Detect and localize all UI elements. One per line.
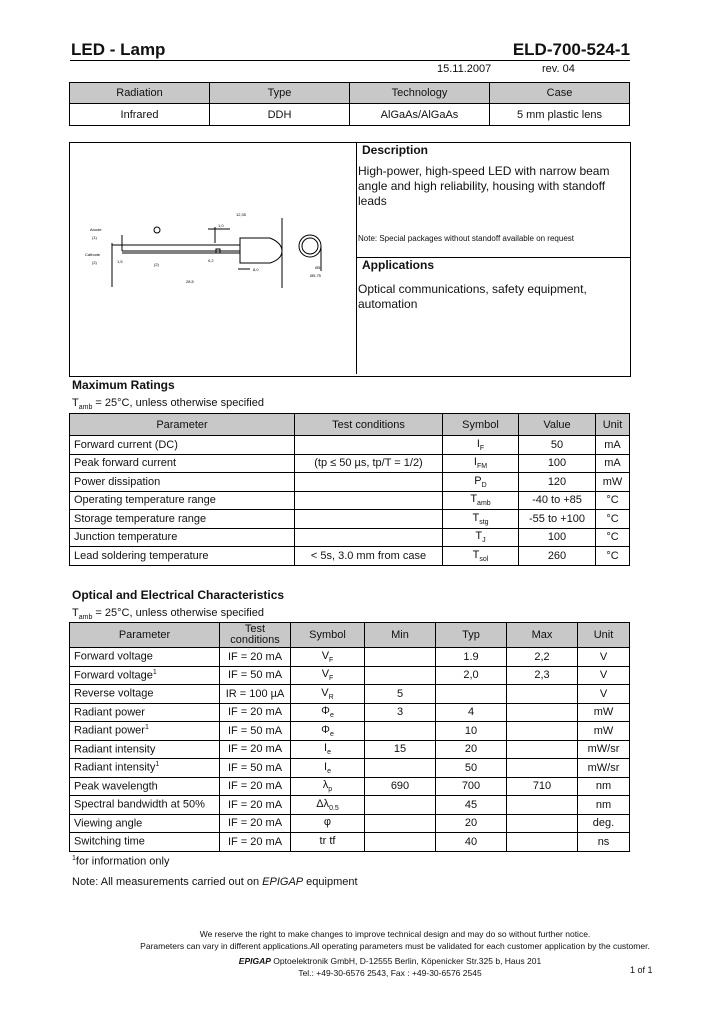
symbol-cell: $\lambda_p$ bbox=[291, 777, 365, 796]
svg-text:(1): (1) bbox=[92, 235, 97, 240]
typ-cell: 50 bbox=[436, 759, 507, 778]
characteristics-heading: Optical and Electrical Characteristics bbox=[72, 588, 285, 602]
parameter-cell: Forward current (DC) bbox=[70, 436, 295, 455]
summary-value: 5 mm plastic lens bbox=[490, 104, 630, 126]
table-row bbox=[70, 436, 630, 455]
unit-cell: mW/sr bbox=[578, 759, 630, 778]
description-note: Note: Special packages without standoff available on request bbox=[358, 234, 574, 243]
column-header: Symbol bbox=[443, 414, 519, 436]
typ-cell: 700 bbox=[436, 777, 507, 796]
svg-text:8,0: 8,0 bbox=[253, 267, 259, 272]
typ-cell: 4 bbox=[436, 703, 507, 722]
table-row bbox=[70, 473, 630, 492]
svg-text:Cathode: Cathode bbox=[85, 252, 101, 257]
parameter-cell: Radiant power bbox=[70, 703, 220, 722]
max-cell bbox=[507, 796, 578, 815]
footnote-info: $^1$for information only bbox=[72, 855, 170, 868]
column-header: Symbol bbox=[291, 623, 365, 648]
description-heading: Description bbox=[362, 143, 429, 157]
column-header: Test conditions bbox=[220, 623, 291, 648]
symbol-cell: $\Phi_e$ bbox=[291, 722, 365, 741]
package-drawing bbox=[70, 143, 357, 374]
symbol-cell: tr tf bbox=[291, 833, 365, 852]
table-row bbox=[70, 814, 630, 833]
symbol-cell: $T_{amb}$ bbox=[443, 491, 519, 510]
condition-cell: IF = 50 mA bbox=[220, 759, 291, 778]
column-header: Parameter bbox=[70, 623, 220, 648]
unit-cell: mW bbox=[578, 722, 630, 741]
min-cell: 15 bbox=[365, 740, 436, 759]
unit-cell: °C bbox=[596, 547, 630, 566]
condition-cell bbox=[295, 491, 443, 510]
symbol-cell: $\Phi_e$ bbox=[291, 703, 365, 722]
typ-cell: 2,0 bbox=[436, 666, 507, 685]
condition-cell: IF = 50 mA bbox=[220, 666, 291, 685]
table-row bbox=[70, 796, 630, 815]
symbol-cell: $V_R$ bbox=[291, 685, 365, 704]
column-header: Typ bbox=[436, 623, 507, 648]
table-row bbox=[70, 666, 630, 685]
parameter-cell: Peak forward current bbox=[70, 454, 295, 473]
value-cell: 100 bbox=[519, 454, 596, 473]
table-row bbox=[70, 547, 630, 566]
condition-cell: IR = 100 µA bbox=[220, 685, 291, 704]
company-contact: Tel.: +49-30-6576 2543, Fax : +49-30-6576 2545 bbox=[298, 968, 482, 978]
min-cell: 5 bbox=[365, 685, 436, 704]
condition-cell: IF = 20 mA bbox=[220, 648, 291, 667]
condition-cell: IF = 20 mA bbox=[220, 796, 291, 815]
column-header: Max bbox=[507, 623, 578, 648]
max-cell bbox=[507, 814, 578, 833]
max-cell: 2,3 bbox=[507, 666, 578, 685]
max-cell bbox=[507, 685, 578, 704]
svg-text:0,2: 0,2 bbox=[208, 258, 214, 263]
condition-cell: IF = 20 mA bbox=[220, 703, 291, 722]
parameter-cell: Junction temperature bbox=[70, 528, 295, 547]
unit-cell: deg. bbox=[578, 814, 630, 833]
table-row bbox=[70, 777, 630, 796]
condition-cell: IF = 20 mA bbox=[220, 833, 291, 852]
max-ratings-table bbox=[69, 413, 630, 566]
document-date: 15.11.2007 bbox=[437, 63, 492, 75]
min-cell bbox=[365, 796, 436, 815]
parameter-cell: Reverse voltage bbox=[70, 685, 220, 704]
parameter-cell: Power dissipation bbox=[70, 473, 295, 492]
symbol-cell: $T_{sol}$ bbox=[443, 547, 519, 566]
svg-text:1,0: 1,0 bbox=[218, 223, 224, 228]
summary-value: Infrared bbox=[70, 104, 210, 126]
parameter-cell: Viewing angle bbox=[70, 814, 220, 833]
max-cell bbox=[507, 703, 578, 722]
table-row bbox=[70, 685, 630, 704]
max-cell bbox=[507, 759, 578, 778]
part-number: ELD-700-524-1 bbox=[512, 40, 630, 59]
table-row bbox=[70, 454, 630, 473]
table-row bbox=[70, 722, 630, 741]
min-cell bbox=[365, 833, 436, 852]
typ-cell: 1.9 bbox=[436, 648, 507, 667]
unit-cell: mW bbox=[578, 703, 630, 722]
unit-cell: mA bbox=[596, 436, 630, 455]
company-address: EPIGAP Optoelektronik GmbH, D-12555 Berlin, Köpenicker Str.325 b, Haus 201 bbox=[238, 956, 542, 966]
max-cell bbox=[507, 722, 578, 741]
min-cell: 690 bbox=[365, 777, 436, 796]
symbol-cell: $P_D$ bbox=[443, 473, 519, 492]
summary-header: Technology bbox=[350, 83, 490, 104]
value-cell: -55 to +100 bbox=[519, 510, 596, 529]
parameter-cell: Radiant intensity bbox=[70, 740, 220, 759]
page-number: 1 of 1 bbox=[630, 965, 653, 975]
description-text: High-power, high-speed LED with narrow beam angle and high reliability, housing with standoff leads bbox=[358, 164, 610, 208]
column-header: Parameter bbox=[70, 414, 295, 436]
max-cell: 2,2 bbox=[507, 648, 578, 667]
condition-cell: IF = 20 mA bbox=[220, 740, 291, 759]
symbol-cell: $V_F$ bbox=[291, 666, 365, 685]
table-row bbox=[70, 833, 630, 852]
table-row bbox=[70, 528, 630, 547]
value-cell: 120 bbox=[519, 473, 596, 492]
measurement-note: Note: All measurements carried out on EPIGAP equipment bbox=[72, 876, 358, 888]
parameter-cell: Radiant power$^1$ bbox=[70, 722, 220, 741]
led-dimension-drawing-icon bbox=[70, 143, 356, 374]
condition-cell: (tp ≤ 50 µs, tp/T = 1/2) bbox=[295, 454, 443, 473]
condition-cell: IF = 50 mA bbox=[220, 722, 291, 741]
parameter-cell: Storage temperature range bbox=[70, 510, 295, 529]
unit-cell: V bbox=[578, 648, 630, 667]
symbol-cell: φ bbox=[291, 814, 365, 833]
max-ratings-heading: Maximum Ratings bbox=[72, 378, 175, 392]
condition-cell bbox=[295, 436, 443, 455]
symbol-cell: $V_F$ bbox=[291, 648, 365, 667]
legal-notice-2: Parameters can vary in different applications.All operating parameters must be validated for each customer application by the customer. bbox=[140, 941, 650, 951]
condition-cell: < 5s, 3.0 mm from case bbox=[295, 547, 443, 566]
max-ratings-condition: $T_{amb} = 25^\circ C$, unless otherwise specified bbox=[72, 397, 264, 412]
min-cell bbox=[365, 666, 436, 685]
revision: rev. 04 bbox=[542, 63, 575, 75]
condition-cell: IF = 20 mA bbox=[220, 777, 291, 796]
column-header: Min bbox=[365, 623, 436, 648]
unit-cell: mW/sr bbox=[578, 740, 630, 759]
unit-cell: mA bbox=[596, 454, 630, 473]
unit-cell: mW bbox=[596, 473, 630, 492]
title-divider bbox=[70, 60, 630, 61]
symbol-cell: $\Delta\lambda_{0.5}$ bbox=[291, 796, 365, 815]
table-row bbox=[70, 740, 630, 759]
table-row bbox=[70, 648, 630, 667]
applications-text: Optical communications, safety equipment, automation bbox=[358, 282, 587, 311]
unit-cell: °C bbox=[596, 510, 630, 529]
typ-cell: 20 bbox=[436, 740, 507, 759]
max-cell bbox=[507, 833, 578, 852]
svg-text:12,35: 12,35 bbox=[236, 212, 247, 217]
svg-text:28,5: 28,5 bbox=[186, 279, 194, 284]
unit-cell: ns bbox=[578, 833, 630, 852]
unit-cell: V bbox=[578, 685, 630, 704]
parameter-cell: Peak wavelength bbox=[70, 777, 220, 796]
parameter-cell: Forward voltage$^1$ bbox=[70, 666, 220, 685]
symbol-cell: $I_{FM}$ bbox=[443, 454, 519, 473]
svg-text:(2): (2) bbox=[92, 260, 97, 265]
svg-text:(2): (2) bbox=[154, 262, 159, 267]
condition-cell bbox=[295, 528, 443, 547]
summary-value: DDH bbox=[210, 104, 350, 126]
typ-cell: 40 bbox=[436, 833, 507, 852]
table-row bbox=[70, 759, 630, 778]
typ-cell: 10 bbox=[436, 722, 507, 741]
symbol-cell: $I_e$ bbox=[291, 759, 365, 778]
symbol-cell: $T_{stg}$ bbox=[443, 510, 519, 529]
min-cell bbox=[365, 759, 436, 778]
summary-header: Radiation bbox=[70, 83, 210, 104]
svg-text:Ø5,75: Ø5,75 bbox=[310, 273, 321, 278]
value-cell: -40 to +85 bbox=[519, 491, 596, 510]
condition-cell bbox=[295, 510, 443, 529]
condition-cell bbox=[295, 473, 443, 492]
column-header: Test conditions bbox=[295, 414, 443, 436]
parameter-cell: Spectral bandwidth at 50% bbox=[70, 796, 220, 815]
typ-cell: 45 bbox=[436, 796, 507, 815]
condition-cell: IF = 20 mA bbox=[220, 814, 291, 833]
summary-value: AlGaAs/AlGaAs bbox=[350, 104, 490, 126]
value-cell: 50 bbox=[519, 436, 596, 455]
min-cell bbox=[365, 648, 436, 667]
min-cell bbox=[365, 722, 436, 741]
parameter-cell: Radiant intensity$^1$ bbox=[70, 759, 220, 778]
summary-header: Type bbox=[210, 83, 350, 104]
table-row bbox=[70, 510, 630, 529]
min-cell: 3 bbox=[365, 703, 436, 722]
summary-table bbox=[69, 82, 630, 126]
value-cell: 260 bbox=[519, 547, 596, 566]
parameter-cell: Operating temperature range bbox=[70, 491, 295, 510]
typ-cell bbox=[436, 685, 507, 704]
max-cell bbox=[507, 740, 578, 759]
symbol-cell: $I_e$ bbox=[291, 740, 365, 759]
column-header: Value bbox=[519, 414, 596, 436]
min-cell bbox=[365, 814, 436, 833]
characteristics-condition: $T_{amb} = 25^\circ C$, unless otherwise specified bbox=[72, 607, 264, 622]
summary-header: Case bbox=[490, 83, 630, 104]
parameter-cell: Switching time bbox=[70, 833, 220, 852]
legal-notice-1: We reserve the right to make changes to improve technical design and may do so without further notice. bbox=[199, 929, 591, 939]
svg-text:Anode: Anode bbox=[90, 227, 102, 232]
svg-text:Ø5: Ø5 bbox=[315, 265, 321, 270]
table-row bbox=[70, 491, 630, 510]
unit-cell: nm bbox=[578, 777, 630, 796]
unit-cell: nm bbox=[578, 796, 630, 815]
column-header: Unit bbox=[596, 414, 630, 436]
symbol-cell: $T_J$ bbox=[443, 528, 519, 547]
column-header: Unit bbox=[578, 623, 630, 648]
unit-cell: °C bbox=[596, 528, 630, 547]
table-row bbox=[70, 703, 630, 722]
unit-cell: °C bbox=[596, 491, 630, 510]
characteristics-table bbox=[69, 622, 630, 852]
parameter-cell: Forward voltage bbox=[70, 648, 220, 667]
symbol-cell: $I_F$ bbox=[443, 436, 519, 455]
parameter-cell: Lead soldering temperature bbox=[70, 547, 295, 566]
document-title: LED - Lamp bbox=[71, 40, 166, 59]
unit-cell: V bbox=[578, 666, 630, 685]
max-cell: 710 bbox=[507, 777, 578, 796]
applications-heading: Applications bbox=[362, 258, 435, 272]
typ-cell: 20 bbox=[436, 814, 507, 833]
value-cell: 100 bbox=[519, 528, 596, 547]
svg-text:1,5: 1,5 bbox=[117, 259, 123, 264]
